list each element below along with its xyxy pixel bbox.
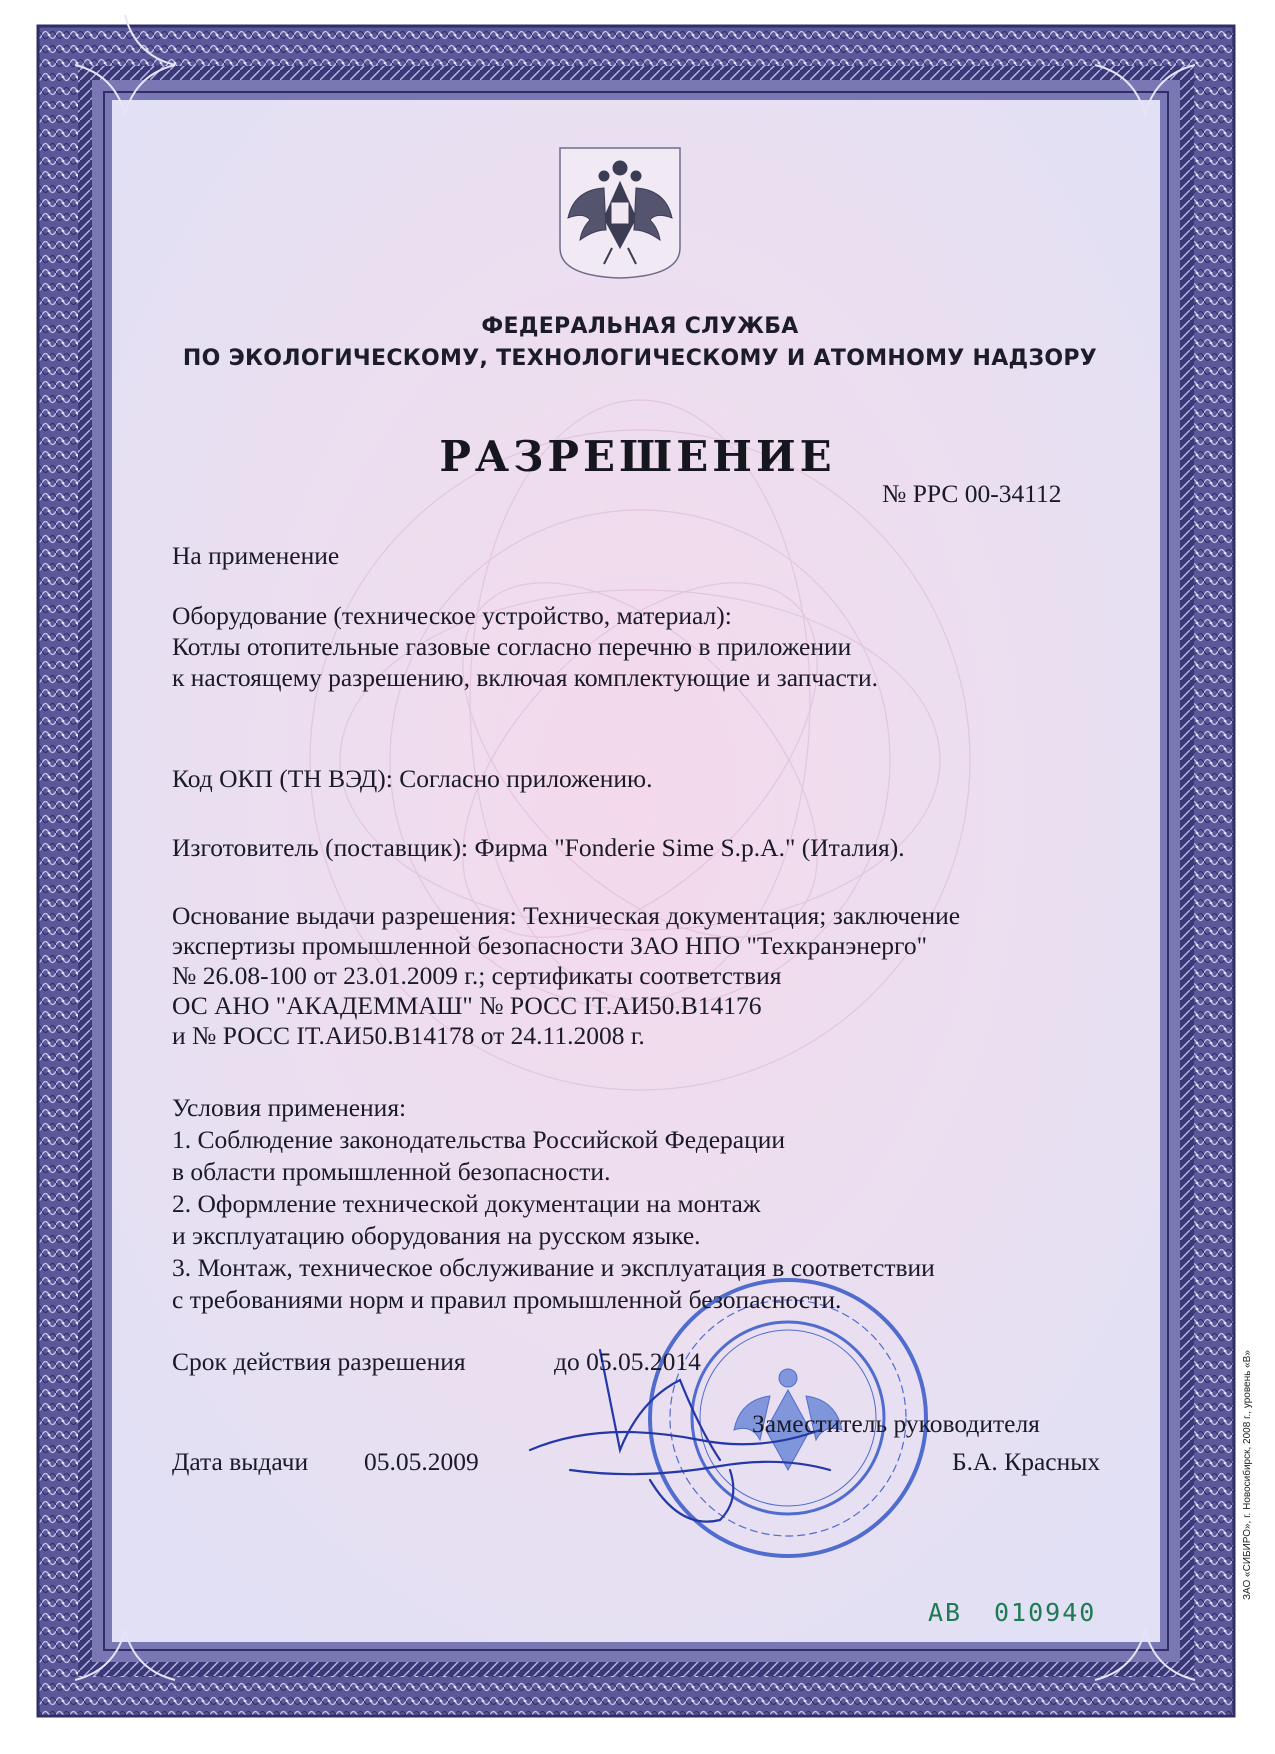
- equipment-line2: к настоящему разрешению, включая комплектующие и запчасти.: [172, 663, 878, 692]
- document-title: РАЗРЕШЕНИЕ: [439, 432, 836, 481]
- basis-line4: ОС АНО "АКАДЕММАШ" № РОСС IT.АИ50.В14176: [172, 991, 762, 1020]
- equipment-label: Оборудование (техническое устройство, материал):: [172, 601, 732, 630]
- okp-code: Код ОКП (ТН ВЭД): Согласно приложению.: [172, 764, 653, 793]
- purpose-label: На применение: [172, 541, 340, 570]
- conditions-heading: Условия применения:: [172, 1093, 407, 1122]
- printer-note: ЗАО «СИБИРО», г. Новосибирск, 2008 г., уровень «В»: [1242, 1350, 1253, 1600]
- form-series: АВ: [928, 1598, 963, 1627]
- agency-name-line1: ФЕДЕРАЛЬНАЯ СЛУЖБА: [481, 314, 799, 339]
- equipment-line1: Котлы отопительные газовые согласно перечню в приложении: [172, 632, 852, 661]
- basis-line5: и № РОСС IT.АИ50.В14178 от 24.11.2008 г.: [172, 1021, 645, 1050]
- condition-line4: и эксплуатацию оборудования на русском языке.: [172, 1221, 701, 1250]
- basis-line2: экспертизы промышленной безопасности ЗАО НПО "Техкранэнерго": [172, 931, 928, 960]
- issue-date-label: Дата выдачи: [172, 1447, 309, 1476]
- agency-name-line2: ПО ЭКОЛОГИЧЕСКОМУ, ТЕХНОЛОГИЧЕСКОМУ И АТОМНОМУ НАДЗОРУ: [182, 346, 1098, 371]
- form-serial-number: 010940: [994, 1598, 1097, 1627]
- condition-line2: в области промышленной безопасности.: [172, 1157, 611, 1186]
- permit-number: № РРС 00-34112: [882, 479, 1062, 508]
- basis-line1: Основание выдачи разрешения: Техническая документация; заключение: [172, 901, 961, 930]
- issue-date-value: 05.05.2009: [364, 1447, 479, 1476]
- condition-line6: с требованиями норм и правил промышленной безопасности.: [172, 1285, 842, 1314]
- validity-label: Срок действия разрешения: [172, 1347, 466, 1376]
- condition-line3: 2. Оформление технической документации на монтаж: [172, 1189, 761, 1218]
- signatory-position: Заместитель руководителя: [752, 1409, 1040, 1438]
- manufacturer: Изготовитель (поставщик): Фирма "Fonderie Sime S.p.A." (Италия).: [172, 833, 905, 862]
- signatory-name: Б.А. Красных: [952, 1447, 1101, 1476]
- validity-value: до 05.05.2014: [554, 1347, 701, 1376]
- condition-line1: 1. Соблюдение законодательства Российской Федерации: [172, 1125, 786, 1154]
- condition-line5: 3. Монтаж, техническое обслуживание и эксплуатация в соответствии: [172, 1253, 935, 1282]
- basis-line3: № 26.08-100 от 23.01.2009 г.; сертификаты соответствия: [172, 961, 782, 990]
- coat-of-arms-emblem: [560, 148, 680, 278]
